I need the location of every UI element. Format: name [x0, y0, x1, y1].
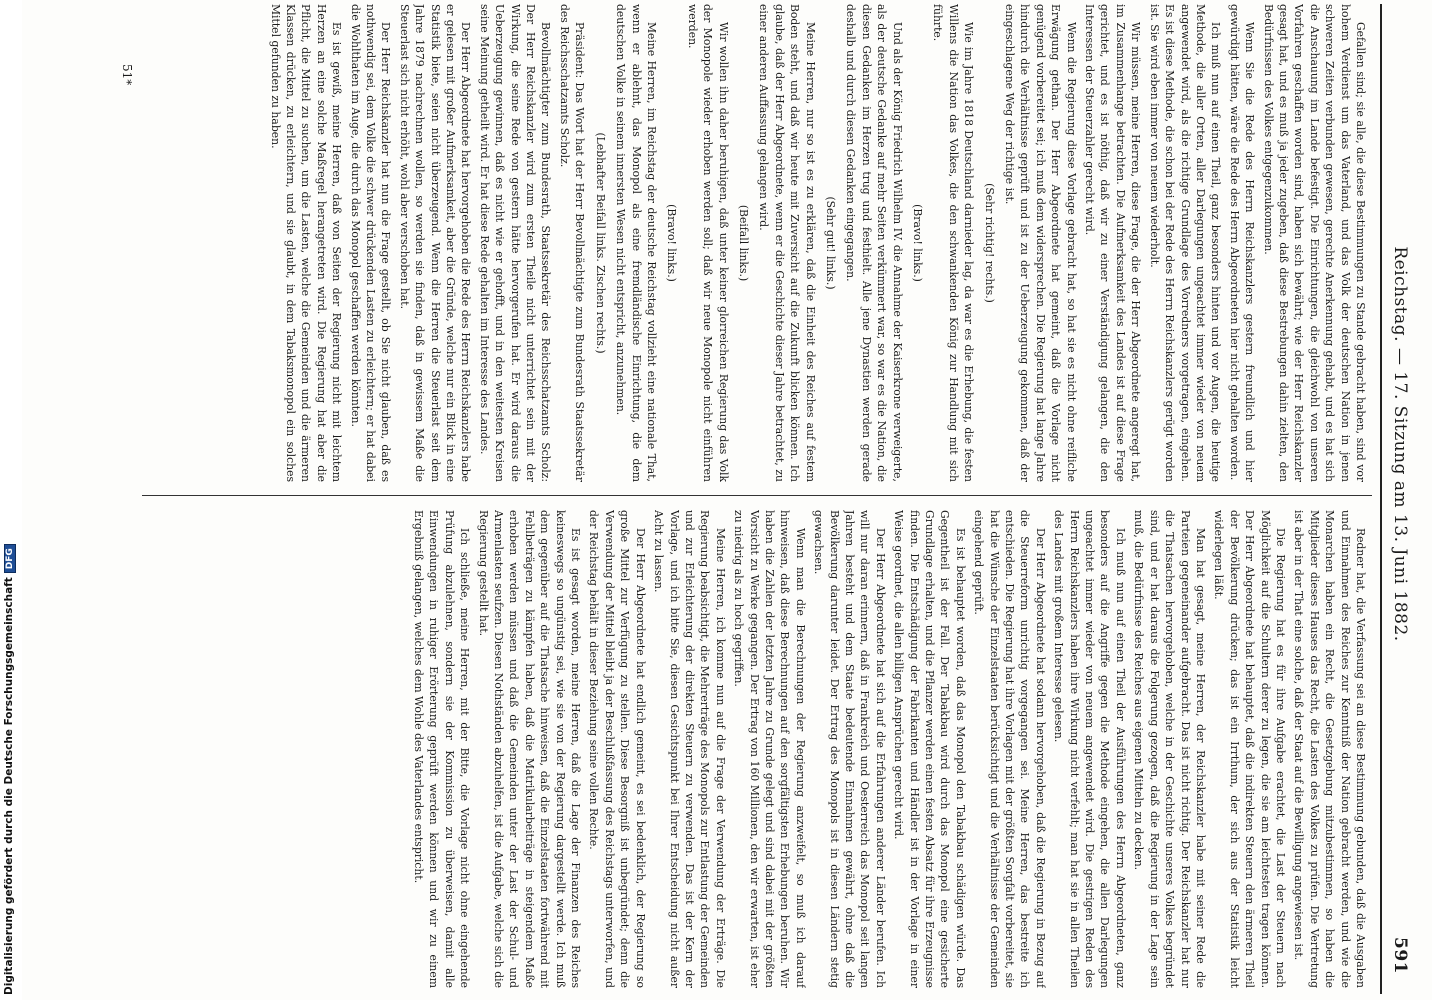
paragraph: Die Regierung hat es für ihre Aufgabe erachtet, die Last der Steuern nach Möglichkeit auf die Schultern derer zu legen, die sie am leichtesten tragen können. Der Herr Abgeordnete hat behauptet, daß die indirekten Steuern den ärmeren Theil der Bevölkerung drücken; das ist ein Irrthum, der sich aus der Statistik leicht widerlegen läßt.: [1212, 510, 1287, 988]
paragraph: Wir wollen ihn daher beruhigen, daß unter keiner glorreichen Regierung das Volk der Monopole wieder erhoben werden soll; daß wir neue Monopole nicht einführen werden.: [685, 4, 730, 482]
dfg-logo: DFG: [4, 544, 16, 573]
paragraph: Redner hat, die Verfassung sei an diese Bestimmung gebunden, daß die Ausgaben und Einnahmen des Reiches zur Kenntniß der Nation gebracht werden, und wie die Monarchen haben ein Recht, die Gesetzgebung mitzubestimmen, so haben die Mitglieder dieses Hauses das Recht, die Lasten des Volkes zu prüfen. Die Vertretung ist aber in der That eine solche, daß der Staat auf die Bewilligung angewiesen ist.: [1292, 510, 1367, 988]
credit-text: Digitalisierung gefördert durch die Deutsche Forschungsgemeinschaft: [3, 577, 15, 995]
digitization-credit-strip: [0, 0, 22, 1000]
right-text-column: [148, 510, 1368, 988]
header-rule: [1380, 4, 1382, 994]
paragraph: Der Herr Abgeordnete hat endlich gemeint, es sei bedenklich, der Regierung so große Mittel zur Verfügung zu stellen. Diese Besorgniß ist unbegründet; denn die Verwendung der Mittel bleibt ja der Beschlußfassung des Reichstags unterworfen, und der Reichstag behält in dieser Beziehung seine vollen Rechte.: [587, 510, 647, 988]
paragraph: (Sehr richtig! rechts.): [982, 183, 996, 303]
page-header: [1382, 4, 1416, 994]
digitization-credit: [3, 544, 16, 995]
paragraph: Es ist gewiß, meine Herren, daß von Seiten der Regierung nicht mit leichtem Herzen an eine solche Maßregel herangetreten wird. Die Regierung hat aber die Pflicht, die Mittel zu suchen, um die Lasten, welche die Gemeinden und die ärmeren Klassen drücken, zu erleichtern, und sie glaubt, in dem Tabaksmonopol ein solches Mittel gefunden zu haben.: [268, 4, 344, 482]
paragraph: Wir müssen, meine Herren, diese Frage, die der Herr Abgeordnete angeregt hat, im Zusammenhange betrachten. Die Aufmerksamkeit des Landes ist auf diese Frage gerichtet, und es ist nöthig, daß wir zu einer Verständigung gelangen, die den Interessen der Steuerzahler gerecht wird.: [1083, 4, 1143, 482]
paragraph: Meine Herren, nur so ist es zu erklären, daß die Einheit des Reiches auf festem Boden steht, und daß wir heute mit Zuversicht auf die Zukunft blicken können. Ich glaube, daß der Herr Abgeordnete, wenn er die Geschichte dieser Jahre betrachtet, zu einer anderen Auffassung gelangen wird.: [757, 4, 817, 482]
paragraph: Wenn man die Berechnungen der Regierung anzweifelt, so muß ich darauf hinweisen, daß diese Berechnungen auf den sorgfältigsten Erhebungen beruhen. Wir haben die Zahlen der letzten Jahre zu Grunde gelegt und sind dabei mit der größten Vorsicht zu Werke gegangen. Der Ertrag von 160 Millionen, den wir erwarten, ist eher zu niedrig als zu hoch gegriffen.: [732, 510, 807, 988]
paragraph: Es ist behauptet worden, daß das Monopol den Tabakbau schädigen würde. Das Gegentheil ist der Fall. Der Tabakbau wird durch das Monopol eine gesicherte Grundlage erhalten, und die Pflanzer werden einen festen Absatz für ihre Erzeugnisse finden. Die Entschädigung der Fabrikanten und Händler ist in der Vorlage in einer Weise geordnet, die allen billigen Ansprüchen gerecht wird.: [892, 510, 967, 988]
paragraph: Gefallen sind; sie alle, die diese Bestimmungen zu Stande gebracht haben, sind vor hohem Verdienst um das Vaterland, und das Volk der deutschen Nation in jenen schweren Zeiten verbunden gewesen, gerechte Anerkennung gehabt, und es hat sich die Anschauung im Lande befestigt. Die Einrichtungen, die gleichwohl von unseren Vorfahren geschaffen worden sind, haben sich bewährt; wie der Herr Reichskanzler gesagt hat, und es muß ja jeder zugeben, daß diese Bestrebungen dahin zielten, den Bedürfnissen des Volkes entgegenzukommen.: [1261, 4, 1367, 482]
paragraph: Der Herr Abgeordnete hat hervorgehoben die Rede des Herrn Reichskanzlers habe er gelesen mit großer Aufmerksamkeit, aber die Gründe, welche nur ein Blick in eine Statistik biete, seien nicht überzeugend. Wenn die Herren die Steuerlast seit dem Jahre 1879 nachrechnen wollen, so werden sie finden, daß in gewissem Maße die Steuerlast sich nicht erhöht, wohl aber verschoben hat.: [397, 4, 473, 482]
page-title: Reichstag. — 17. Sitzung am 13. Juni 1882.: [1390, 246, 1410, 642]
paragraph: Wie im Jahre 1818 Deutschland darnieder lag, da war es die Erhebung, die festen Willens die Nation das Volkes, die den schwankenden König zur Handlung mit sich führte.: [931, 4, 976, 482]
paragraph: Ich muß nun auf einen Theil, ganz besonders hinten und vor Augen, die heutige Methode, die aller Orten, aller Darlegungen ungeachtet immer wieder von neuem angewendet wird, als die richtige Grundlage des Vorredners vorgetragen, eingehen. Es ist diese Methode, die schon bei der Rede des Herrn Reichskanzlers gerügt worden ist. Sie wird eben immer von neuem wiederholt.: [1147, 4, 1223, 482]
paragraph: (Beifall links.): [736, 204, 750, 282]
paragraph: Ich muß nun auf einen Theil der Ausführungen des Herrn Abgeordneten, ganz besonders auf die Angriffe gegen die Methode eingehen, die allen Darlegungen ungeachtet immer wieder von neuem angewendet wird. Die gestrigen Reden des Herrn Reichskanzlers haben ihre Wirkung nicht verfehlt; man hat sie in allen Theilen des Landes mit großem Interesse gelesen.: [1052, 510, 1127, 988]
paragraph: Der Herr Abgeordnete hat sodann hervorgehoben, daß die Regierung in Bezug auf die Steuerreform unrichtig vorgegangen sei. Meine Herren, das bestreite ich entschieden. Die Regierung hat ihre Vorlagen mit der größten Sorgfalt vorbereitet, sie hat die Wünsche der Einzelstaaten berücksichtigt und die Verhältnisse der Gemeinden eingehend geprüft.: [972, 510, 1047, 988]
paragraph: (Lebhafter Beifall links. Zischen rechts.): [593, 132, 607, 354]
paragraph: Meine Herren, ich komme nun auf die Frage der Verwendung der Erträge. Die Regierung beabsichtigt, die Mehrerträge des Monopols zur Entlastung der Gemeinden und zur Erleichterung der direkten Steuern zu verwenden. Das ist der Kern der Vorlage, und ich bitte Sie, diesen Gesichtspunkt bei Ihrer Entscheidung nicht außer Acht zu lassen.: [652, 510, 727, 988]
page-number: 591: [1390, 937, 1410, 974]
paragraph: (Bravo! links.): [665, 204, 679, 282]
paragraph: Wenn die Regierung diese Vorlage gebracht hat, so hat sie es nicht ohne reifliche Erwägung gethan. Der Herr Abgeordnete hat gemeint, daß die Vorlage nicht genügend vorbereitet sei; ich muß dem widersprechen. Die Regierung hat lange Jahre hindurch die Verhältnisse geprüft und ist zu der Ueberzeugung gekommen, daß der eingeschlagene Weg der richtige ist.: [1003, 4, 1078, 482]
paragraph: Bevollmächtigter zum Bundesrath, Staatssekretär des Reichsschatzamts Scholz: Der Herr Reichskanzler wird zum ersten Theile nicht unterrichtet sein mit der Wirkung, die seine Rede von gestern hätte hervorgerufen hat. Er wird daraus die Ueberzeugung gewinnen, daß es nicht wie er gehofft, und in den weitesten Kreisen seine Meinung getheilt wird. Er hat diese Rede gehalten im Interesse des Landes.: [477, 4, 553, 482]
paragraph: (Sehr gut! links.): [824, 196, 837, 290]
signature-marker: 51*: [120, 64, 134, 86]
column-divider: [142, 495, 1372, 496]
paragraph: Der Herr Reichskanzler hat nun die Frage gestellt, ob Sie nicht glauben, daß es nothwendig sei, dem Volke die schwer drückenden Lasten zu erleichtern; er hat dabei die Wohlthaten im Auge, die durch das Monopol geschaffen werden könnten.: [348, 4, 393, 482]
paragraph: (Bravo! links.): [911, 204, 925, 282]
rotated-page-content: [116, 4, 1416, 994]
paragraph: Es ist gesagt worden, meine Herren, daß die Lage der Finanzen des Reiches keineswegs so ungünstig sei, wie sie von der Regierung dargestellt werde. Ich muß dem gegenüber auf die Thatsache hinweisen, daß die Einzelstaaten fortwährend mit Fehlbeträgen zu kämpfen haben, daß die Matrikularbeiträge in steigendem Maße erhoben werden müssen und daß die Gemeinden unter der Last der Schul- und Armenlasten seufzen. Diesen Nothständen abzuhelfen, ist die Aufgabe, welche sich die Regierung gestellt hat.: [476, 510, 583, 988]
paragraph: Wenn Sie die Rede des Herrn Reichskanzlers gestern freundlich und hier gewürdigt hätten, wäre die Rede des Herrn Abgeordneten hier nicht gehalten worden.: [1227, 4, 1257, 482]
paragraph: Man hat gesagt, meine Herren, der Reichskanzler habe mit seiner Rede die Parteien gegeneinander aufgebracht. Das ist nicht richtig. Der Reichskanzler hat nur die Thatsachen hervorgehoben, welche in der Geschichte unseres Volkes begründet sind, und er hat daraus die Folgerung gezogen, daß die Regierung in der Lage sein muß, die Bedürfnisse des Reiches aus eigenen Mitteln zu decken.: [1132, 510, 1207, 988]
paragraph: Der Herr Abgeordnete hat sich auf die Erfahrungen anderer Länder berufen. Ich will nur daran erinnern, daß in Frankreich und Oesterreich das Monopol seit langen Jahren besteht und dem Staate bedeutende Einnahmen gewährt, ohne daß die Bevölkerung darunter leidet. Der Ertrag des Monopols ist in diesen Ländern stetig gewachsen.: [812, 510, 887, 988]
paragraph: Und als der König Friedrich Wilhelm IV. die Annahme der Kaiserkrone verweigerte, als der deutsche Gedanke auf mehr Seiten verkümmert war, so war es die Nation, die diesen Gedanken im Herzen trug und festhielt. Alle jene Dynastien werden gerade deshalb und durch diesen Gedanken eingegangen.: [844, 4, 904, 482]
left-text-column: [148, 4, 1368, 482]
paragraph: Meine Herren, im Reichstag der deutsche Reichstag vollzieht eine nationale That, wenn er ablehnt, das Monopol als eine fremdländische Einrichtung, die dem deutschen Volke in seinem innersten Wesen nicht entspricht, anzunehmen.: [614, 4, 658, 482]
paragraph: Präsident: Das Wort hat der Herr Bevollmächtigte zum Bundesrath Staatssekretär des Reichsschatzamts Scholz.: [557, 4, 587, 482]
paragraph: Ich schließe, meine Herren, mit der Bitte, die Vorlage nicht ohne eingehende Prüfung abzulehnen, sondern sie der Kommission zu überweisen, damit alle Einwendungen in ruhiger Erörterung geprüft werden können und wir zu einem Ergebniß gelangen, welches dem Wohle des Vaterlandes entspricht.: [412, 510, 472, 988]
